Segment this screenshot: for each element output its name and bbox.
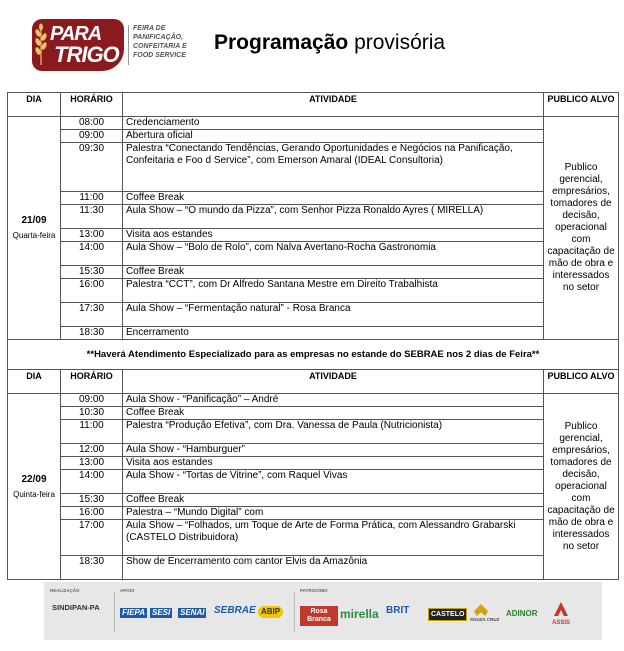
page-title: [214, 31, 445, 55]
logo-subtitle-line: PANIFICAÇÃO,: [133, 34, 184, 41]
activity-cell: Aula Show - “Tortas de Vitrine”, com Raquel Vivas: [123, 470, 544, 494]
sponsor-divider: [294, 592, 295, 632]
day-weekday: Quarta-feira: [12, 231, 56, 240]
label-apoio: APOIO: [120, 588, 135, 593]
activity-cell: Aula Show - “Hamburguer”: [123, 444, 544, 457]
fiepa-logo: FIEPA: [122, 608, 145, 617]
castelo-logo: CASTELO: [428, 608, 467, 621]
table-row: [8, 117, 619, 130]
time-cell: 18:30: [61, 327, 123, 340]
table-row: [8, 266, 619, 279]
adinor-logo: ADINOR: [506, 609, 538, 618]
sesi-logo: SESI: [152, 608, 171, 617]
day-weekday: Quinta-feira: [13, 489, 55, 499]
time-cell: 12:00: [61, 444, 123, 457]
rosa-branca-logo: Rosa Branca: [300, 606, 338, 626]
col-header-audience: PUBLICO ALVO: [544, 93, 619, 117]
time-cell: 15:30: [61, 494, 123, 507]
activity-cell: Coffee Break: [123, 192, 544, 205]
logo-text-trigo: TRIGO: [54, 42, 119, 67]
schedule-table: [7, 92, 619, 580]
logo-divider: [128, 25, 129, 65]
activity-cell: Palestra “CCT”, com Dr Alfredo Santana Mestre em Direito Trabalhista: [123, 279, 544, 303]
abip-logo: ABIP: [258, 606, 283, 618]
activity-cell: Encerramento: [123, 327, 544, 340]
activity-cell: Aula Show – “Folhados, um Toque de Arte de Forma Prática, com Alessandro Grabarski (CASTELO Distribuidora): [123, 520, 544, 556]
page-title-rest: provisória: [348, 31, 446, 54]
header-row: [8, 93, 619, 117]
audience-cell: Publico gerencial, empresários, tomadores de decisão, operacional com capacitação de mão de obra e interessados no setor: [544, 117, 619, 340]
col-header-day: DIA: [8, 93, 61, 117]
table-row: [8, 229, 619, 242]
logo-subtitle-line: FOOD SERVICE: [133, 52, 186, 59]
time-cell: 18:30: [61, 556, 123, 580]
logo-subtitle-line: CONFEITARIA E: [133, 43, 187, 50]
souza-cruz-icon: [474, 604, 488, 616]
table-row: [8, 457, 619, 470]
time-cell: 11:00: [61, 420, 123, 444]
logo-badge: [32, 19, 124, 71]
sponsor-divider: [114, 592, 115, 632]
day-date: 21/09: [21, 215, 47, 226]
table-row: [8, 407, 619, 420]
time-cell: 13:00: [61, 457, 123, 470]
header-row: [8, 370, 619, 394]
activity-cell: Visita aos estandes: [123, 229, 544, 242]
table-row: [8, 242, 619, 266]
table-row: [8, 130, 619, 143]
time-cell: 15:30: [61, 266, 123, 279]
activity-cell: Show de Encerramento com cantor Elvis da Amazônia: [123, 556, 544, 580]
table-row: [8, 394, 619, 407]
time-cell: 14:00: [61, 470, 123, 494]
day-cell: [8, 117, 61, 340]
activity-cell: Aula Show – “O mundo da Pizza”, com Senhor Pizza Ronaldo Ayres ( MIRELLA): [123, 205, 544, 229]
table-row: [8, 444, 619, 457]
time-cell: 17:30: [61, 303, 123, 327]
table-row: [8, 470, 619, 494]
day-date: 22/09: [21, 473, 47, 485]
time-cell: 09:30: [61, 143, 123, 192]
time-cell: 10:30: [61, 407, 123, 420]
time-cell: 09:00: [61, 394, 123, 407]
time-cell: 09:00: [61, 130, 123, 143]
activity-cell: Coffee Break: [123, 266, 544, 279]
col-header-time: HORÁRIO: [61, 93, 123, 117]
senai-logo: SENAI: [180, 608, 205, 617]
logo-subtitle: [133, 24, 213, 60]
time-cell: 14:00: [61, 242, 123, 266]
col-header-activity: ATIVIDADE: [123, 370, 544, 394]
col-header-audience: PUBLICO ALVO: [544, 370, 619, 394]
table-row: [8, 143, 619, 192]
col-header-activity: ATIVIDADE: [123, 93, 544, 117]
label-patrocinio: PATROCÍNIO: [300, 588, 328, 593]
audience-cell: Publico gerencial, empresários, tomadores de decisão, operacional com capacitação de mão de obra e interessados no setor: [544, 394, 619, 580]
table-row: [8, 507, 619, 520]
table-row: [8, 420, 619, 444]
activity-cell: Aula Show – “Fermentação natural” - Rosa Branca: [123, 303, 544, 327]
activity-cell: Abertura oficial: [123, 130, 544, 143]
activity-cell: Aula Show - “Panificação” – André: [123, 394, 544, 407]
time-cell: 16:00: [61, 507, 123, 520]
wheat-icon: [34, 23, 48, 67]
activity-cell: Coffee Break: [123, 494, 544, 507]
col-header-time: HORÁRIO: [61, 370, 123, 394]
table-row: [8, 192, 619, 205]
assis-logo: ASSIS: [552, 620, 571, 626]
time-cell: 08:00: [61, 117, 123, 130]
time-cell: 11:30: [61, 205, 123, 229]
assis-icon: [554, 602, 568, 616]
table-row: [8, 205, 619, 229]
table-row: [8, 494, 619, 507]
logo-subtitle-line: FEIRA DE: [133, 25, 166, 32]
activity-cell: Palestra “Conectando Tendências, Gerando Oportunidades e Negócios na Panificação, Confeitaria e Foo d Service”, com Emerson Amaral (IDEAL Consultoria): [123, 143, 544, 192]
label-realizacao: REALIZAÇÃO: [50, 588, 80, 593]
activity-cell: Palestra “Produção Efetiva”, com Dra. Vanessa de Paula (Nutricionista): [123, 420, 544, 444]
table-row: [8, 327, 619, 340]
activity-cell: Coffee Break: [123, 407, 544, 420]
time-cell: 16:00: [61, 279, 123, 303]
para-trigo-logo: [32, 19, 192, 71]
time-cell: 13:00: [61, 229, 123, 242]
brit-logo: BRIT: [386, 605, 410, 616]
activity-cell: Visita aos estandes: [123, 457, 544, 470]
time-cell: 17:00: [61, 520, 123, 556]
activity-cell: Aula Show – “Bolo de Rolo”, com Nalva Avertano-Rocha Gastronomia: [123, 242, 544, 266]
col-header-day: DIA: [8, 370, 61, 394]
sebrae-logo: SEBRAE: [214, 605, 256, 616]
souza-cruz-logo: SOUZA CRUZ: [470, 617, 500, 622]
page-title-bold: Programação: [214, 31, 349, 54]
table-row: [8, 303, 619, 327]
logo-text-para: PARA: [50, 23, 102, 45]
activity-cell: Credenciamento: [123, 117, 544, 130]
sindipan-logo: SINDIPAN-PA: [52, 603, 100, 612]
sponsors-strip: [44, 582, 602, 640]
table-row: [8, 556, 619, 580]
day-cell: [8, 394, 61, 580]
time-cell: 11:00: [61, 192, 123, 205]
table-row: [8, 520, 619, 556]
mirella-logo: mirella: [340, 607, 379, 621]
note-row: [8, 340, 619, 370]
table-row: [8, 279, 619, 303]
activity-cell: Palestra – “Mundo Digital” com: [123, 507, 544, 520]
sebrae-note: **Haverá Atendimento Especializado para as empresas no estande do SEBRAE nos 2 dias de Feira**: [8, 340, 619, 370]
